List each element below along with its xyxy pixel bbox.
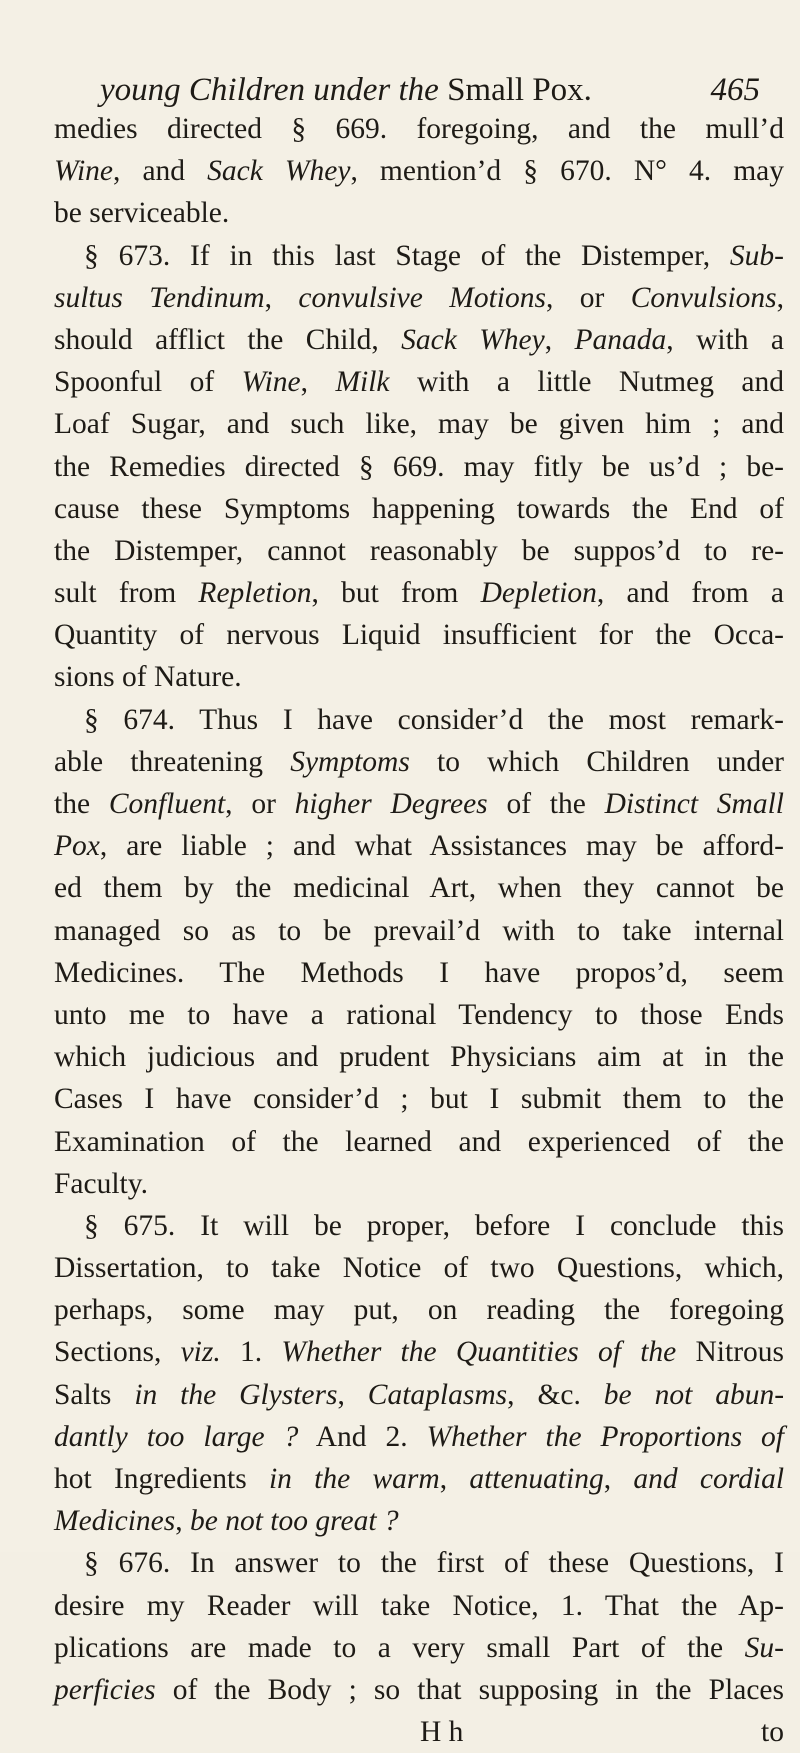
text-segment: Wine — [54, 155, 113, 188]
text-segment: which judicious and prudent Physicians aim at in the — [54, 1041, 784, 1074]
text-segment: able threatening — [54, 745, 291, 778]
text-line — [54, 1585, 784, 1627]
text-line — [54, 825, 784, 867]
text-segment: Distinct Small — [604, 788, 784, 820]
text-line — [54, 741, 784, 783]
text-line — [54, 1289, 784, 1331]
text-segment: sultus Tendinum — [54, 281, 265, 314]
text-segment: medies directed § 669. foregoing, and the mull’d — [54, 113, 784, 145]
text-line — [54, 277, 784, 319]
text-segment: Sub- — [729, 239, 784, 272]
text-segment: plications are made to a very small Part of the — [54, 1631, 745, 1664]
text-line — [54, 192, 784, 234]
text-line — [54, 1036, 784, 1078]
text-line — [54, 1121, 784, 1163]
running-title-roman: Small Pox. — [447, 72, 592, 108]
text-segment: and cordial — [633, 1463, 785, 1495]
text-line — [54, 235, 784, 277]
text-segment: Faculty. — [54, 1167, 148, 1200]
text-segment: , are liable ; and what Assistances may be afford- — [99, 830, 784, 863]
text-segment: Quantity of nervous Liquid insufficient for the Occa- — [54, 619, 784, 652]
text-segment: , and from a — [596, 577, 785, 610]
text-segment: Confluent — [108, 788, 226, 820]
text-segment: sions of Nature. — [54, 661, 242, 694]
running-title — [100, 70, 592, 110]
text-line — [54, 446, 784, 488]
text-segment: Medicines. The Methods I have propos’d, seem — [54, 956, 784, 989]
text-segment: in the warm — [268, 1463, 440, 1495]
text-segment: be not too great ? — [189, 1505, 399, 1538]
text-segment: , — [175, 1505, 190, 1538]
body-text — [54, 108, 784, 1753]
text-line — [54, 1374, 784, 1416]
text-segment: Nitrous — [676, 1336, 784, 1369]
text-segment: should afflict the Child, — [54, 323, 402, 356]
text-line — [54, 1627, 784, 1669]
signature-mark: H h — [420, 1716, 464, 1749]
text-segment: managed so as to be prevail’d with to take internal — [54, 914, 784, 947]
text-line — [54, 150, 784, 192]
text-segment: higher Degrees — [294, 788, 488, 820]
text-line — [54, 1458, 784, 1500]
text-segment: Repletion — [198, 577, 312, 610]
text-segment: hot Ingredients — [54, 1463, 269, 1495]
text-segment: Whether the Proportions of — [426, 1420, 784, 1453]
text-segment: Depletion — [480, 577, 597, 610]
text-segment: Wine — [241, 366, 301, 399]
text-line — [54, 488, 784, 530]
text-segment: , — [300, 366, 336, 399]
text-line — [54, 1163, 784, 1205]
text-segment: viz. — [180, 1336, 221, 1369]
text-segment: Su- — [744, 1631, 784, 1664]
text-line — [54, 614, 784, 656]
text-line — [54, 1500, 784, 1542]
text-line — [54, 1669, 784, 1711]
text-segment: And 2. — [298, 1420, 427, 1453]
text-segment: , — [603, 1463, 634, 1495]
text-segment: perficies — [54, 1673, 156, 1706]
text-segment: the Remedies directed § 669. may fitly be us’d ; be- — [54, 450, 784, 483]
text-line — [54, 656, 784, 698]
catchword: to — [761, 1716, 784, 1749]
text-segment: Loaf Sugar, and such like, may be given him ; and — [54, 408, 784, 441]
text-segment: , but from — [311, 577, 481, 610]
text-line — [54, 1416, 784, 1458]
text-line — [54, 994, 784, 1036]
text-line — [54, 572, 784, 614]
text-segment: unto me to have a rational Tendency to those Ends — [54, 998, 784, 1031]
text-segment: the — [54, 788, 109, 820]
text-segment: Medicines — [54, 1505, 176, 1538]
text-segment: the Distemper, cannot reasonably be suppos’d to re- — [54, 534, 784, 567]
text-segment: , with a — [666, 323, 785, 356]
text-segment: to which Children under — [409, 745, 784, 778]
running-title-italic: young Children under the — [100, 72, 439, 108]
text-segment: Spoonful of — [54, 366, 242, 399]
text-segment: 1. — [220, 1336, 282, 1369]
text-segment: , mention’d § 670. N° 4. may — [350, 155, 785, 188]
text-segment: Sections, — [54, 1336, 181, 1369]
text-line — [54, 1247, 784, 1289]
text-segment: § 674. Thus I have consider’d the most remark- — [84, 703, 784, 736]
text-segment: § 675. It will be proper, before I conclude this — [84, 1209, 784, 1242]
text-segment: Whether the Quantities of the — [281, 1336, 677, 1369]
text-line — [54, 699, 784, 741]
text-segment: in the Glysters — [134, 1378, 338, 1411]
page-number: 465 — [710, 72, 760, 108]
text-line — [54, 361, 784, 403]
text-segment: , &c. — [507, 1378, 604, 1411]
text-segment: , — [337, 1378, 368, 1411]
text-segment: Sack Whey — [207, 155, 351, 188]
text-segment: convulsive Motions — [298, 281, 546, 314]
text-segment: attenuating — [469, 1463, 604, 1495]
text-segment: Dissertation, to take Notice of two Questions, which, — [54, 1252, 784, 1285]
text-segment: sult from — [54, 577, 199, 610]
text-segment: dantly too large ? — [54, 1420, 299, 1453]
text-segment: cause these Symptoms happening towards the End of — [54, 492, 784, 525]
text-segment: , or — [225, 788, 295, 820]
text-segment: Examination of the learned and experienced of the — [54, 1125, 784, 1158]
text-line — [54, 1331, 784, 1373]
text-segment: of the — [487, 788, 605, 820]
text-line — [54, 783, 784, 825]
text-segment: of the Body ; so that supposing in the Places — [155, 1673, 784, 1706]
text-segment: with a little Nutmeg and — [389, 366, 785, 399]
footer-line — [54, 1711, 784, 1753]
text-line — [54, 867, 784, 909]
text-segment: Convulsions — [630, 281, 777, 314]
text-segment: Pox — [54, 830, 100, 863]
text-segment: desire my Reader will take Notice, 1. That the Ap- — [54, 1589, 784, 1622]
text-segment: Salts — [54, 1378, 135, 1411]
text-segment: be serviceable. — [54, 197, 230, 230]
text-segment: Cataplasms — [367, 1378, 508, 1411]
text-segment: ed them by the medicinal Art, when they cannot be — [54, 872, 784, 905]
text-segment: § 673. If in this last Stage of the Distemper, — [84, 239, 730, 272]
text-segment: Sack Whey — [401, 323, 545, 356]
text-segment: Symptoms — [290, 745, 410, 778]
text-segment: Milk — [335, 366, 390, 399]
text-line — [54, 530, 784, 572]
text-line — [54, 108, 784, 150]
text-segment: perhaps, some may put, on reading the foregoing — [54, 1294, 784, 1327]
text-line — [54, 910, 784, 952]
text-line — [54, 319, 784, 361]
text-segment: Panada — [574, 323, 667, 356]
text-segment: , — [264, 281, 299, 314]
text-segment: Cases I have consider’d ; but I submit them to the — [54, 1083, 784, 1116]
text-line — [54, 1205, 784, 1247]
running-header — [100, 70, 760, 110]
text-segment: § 676. In answer to the first of these Questions, I — [84, 1547, 784, 1580]
text-segment: , — [439, 1463, 470, 1495]
text-line — [54, 1542, 784, 1584]
text-segment: , and — [113, 155, 208, 188]
text-line — [54, 403, 784, 445]
text-line — [54, 952, 784, 994]
text-segment: , — [544, 323, 575, 356]
text-segment: , or — [545, 281, 631, 314]
text-segment: be not abun- — [603, 1378, 785, 1411]
text-segment: , — [776, 281, 784, 314]
text-line — [54, 1078, 784, 1120]
